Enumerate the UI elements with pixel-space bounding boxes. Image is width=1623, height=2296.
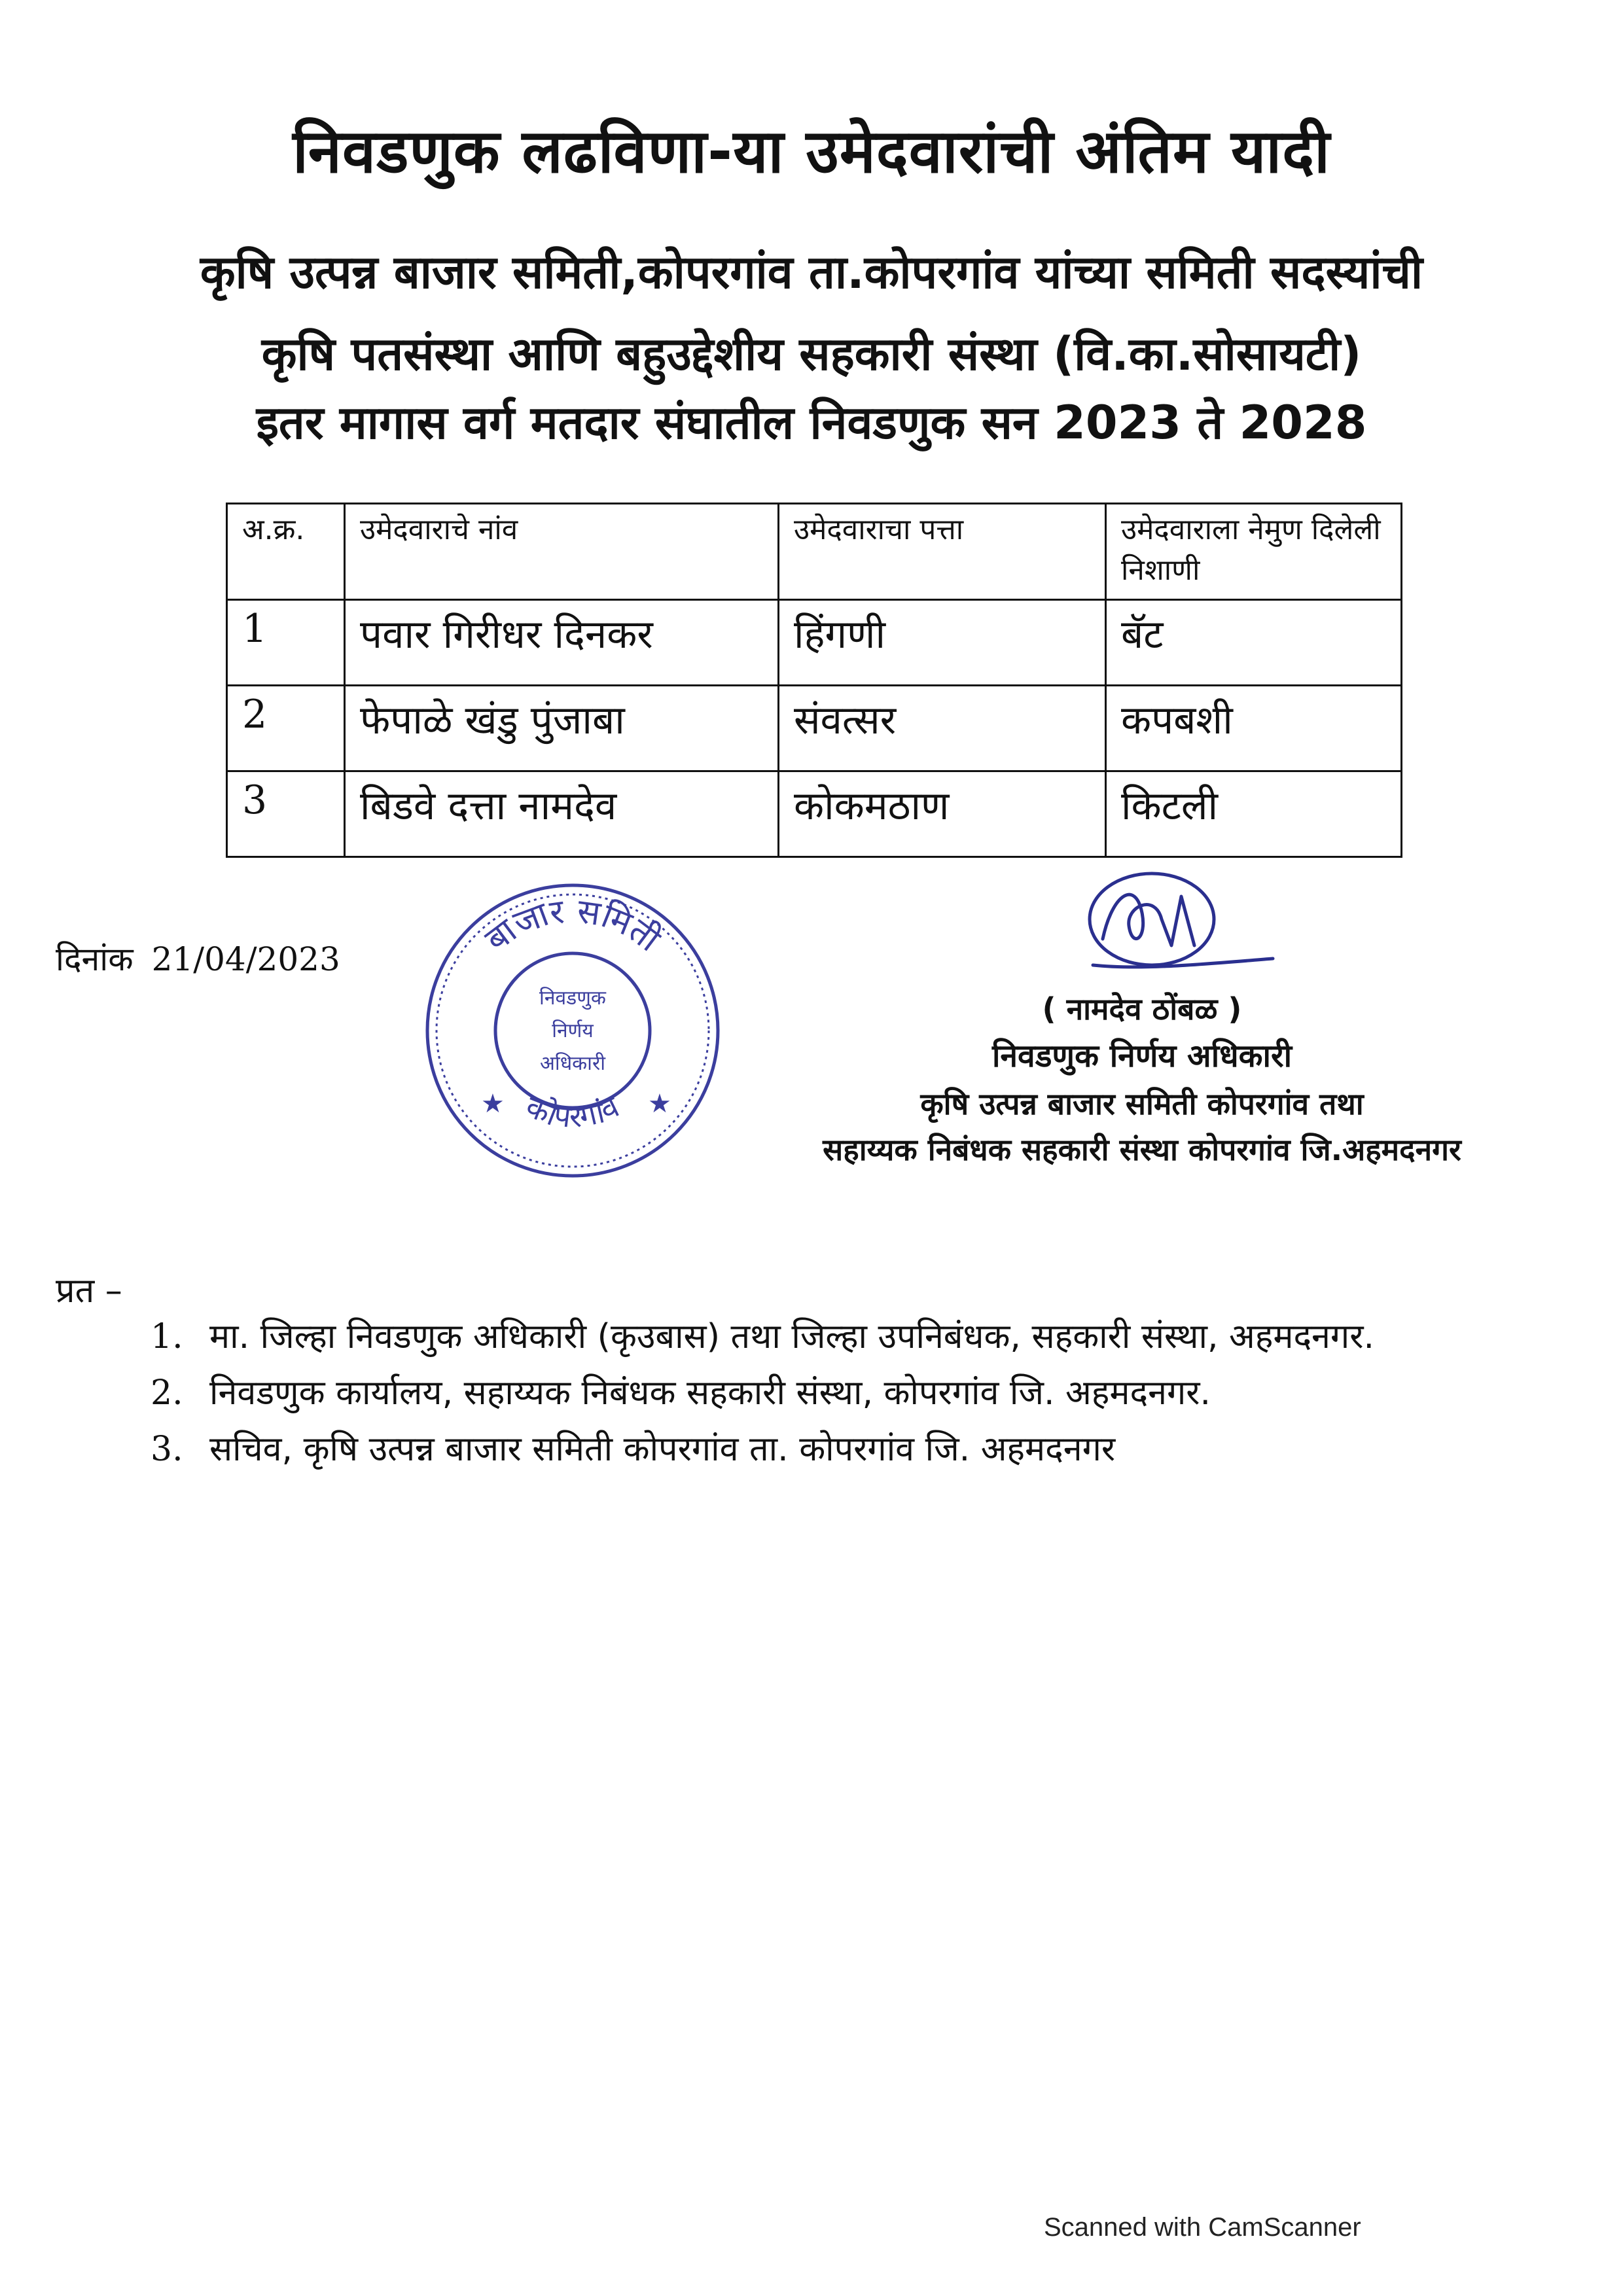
list-item-text: निवडणुक कार्यालय, सहाय्यक निबंधक सहकारी संस्था, कोपरगांव जि. अहमदनगर. [209, 1373, 1211, 1413]
copies-label: प्रत – [56, 1271, 122, 1311]
name-cell: पवार गिरीधर दिनकर [345, 600, 779, 686]
name-cell: फेपाळे खंडु पुंजाबा [345, 686, 779, 771]
stamp-ring-text: बाजार समिती [478, 891, 668, 960]
officer-designation: निवडणुक निर्णय अधिकारी [991, 1038, 1293, 1074]
serial-cell: 2 [227, 686, 345, 771]
candidate-table [226, 503, 1402, 858]
list-item-text: मा. जिल्हा निवडणुक अधिकारी (कृउबास) तथा जिल्हा उपनिबंधक, सहकारी संस्था, अहमदनगर. [209, 1317, 1374, 1356]
list-item-number: 3. [151, 1430, 183, 1469]
list-item-text: सचिव, कृषि उत्पन्न बाजार समिती कोपरगांव ता. कोपरगांव जि. अहमदनगर [209, 1430, 1116, 1469]
list-item [151, 1368, 1374, 1424]
officer-name: ( नामदेव ठोंबळ ) [1042, 991, 1242, 1027]
officer-org-line-1: कृषि उत्पन्न बाजार समिती कोपरगांव तथा [920, 1086, 1364, 1122]
table-row [227, 600, 1402, 686]
official-stamp-icon [419, 877, 726, 1184]
list-item [151, 1312, 1374, 1368]
document-title: निवडणुक लढविणा-या उमेदवारांची अंतिम यादी [293, 116, 1330, 186]
subtitle-line-3: इतर मागास वर्ग मतदार संघातील निवडणुक सन 2023 ते 2028 [256, 396, 1367, 450]
address-cell: कोकमठाण [779, 771, 1106, 857]
date-value: 21/04/2023 [151, 940, 340, 978]
subtitle-line-1: कृषि उत्पन्न बाजार समिती,कोपरगांव ता.कोपरगांव यांच्या समिती सदस्यांची [200, 245, 1423, 299]
table-row [227, 686, 1402, 771]
officer-org-line-2: सहाय्यक निबंधक सहकारी संस्था कोपरगांव जि.अहमदनगर [823, 1132, 1461, 1167]
column-header-symbol: उमेदवाराला नेमुण दिलेली निशाणी [1106, 504, 1402, 600]
address-cell: संवत्सर [779, 686, 1106, 771]
address-cell: हिंगणी [779, 600, 1106, 686]
list-item-number: 1. [151, 1317, 183, 1356]
column-header-address: उमेदवाराचा पत्ता [779, 504, 1106, 600]
date-line [56, 936, 340, 980]
scanner-watermark: Scanned with CamScanner [1044, 2213, 1361, 2242]
column-header-serial: अ.क्र. [227, 504, 345, 600]
name-cell: बिडवे दत्ता नामदेव [345, 771, 779, 857]
stamp-star-icon: ★ [648, 1089, 671, 1119]
stamp-center-line: निवडणुक [539, 987, 606, 1010]
signature-icon [1063, 867, 1279, 998]
subtitle-line-2: कृषि पतसंस्था आणि बहुउद्देशीय सहकारी संस्था (वि.का.सोसायटी) [261, 327, 1362, 381]
symbol-cell: कपबशी [1106, 686, 1402, 771]
stamp-center-line: अधिकारी [540, 1052, 605, 1075]
copies-list [151, 1312, 1374, 1481]
list-item [151, 1424, 1374, 1481]
table-header-row [227, 504, 1402, 600]
stamp-center-line: निर्णय [552, 1019, 594, 1042]
column-header-name: उमेदवाराचे नांव [345, 504, 779, 600]
symbol-cell: किटली [1106, 771, 1402, 857]
symbol-cell: बॅट [1106, 600, 1402, 686]
date-label: दिनांक [56, 940, 134, 978]
svg-text:कोपरगांव [521, 1088, 625, 1135]
serial-cell: 1 [227, 600, 345, 686]
stamp-bottom-text: कोपरगांव [521, 1088, 625, 1135]
stamp-star-icon: ★ [481, 1089, 505, 1119]
list-item-number: 2. [151, 1373, 183, 1413]
serial-cell: 3 [227, 771, 345, 857]
table-row [227, 771, 1402, 857]
